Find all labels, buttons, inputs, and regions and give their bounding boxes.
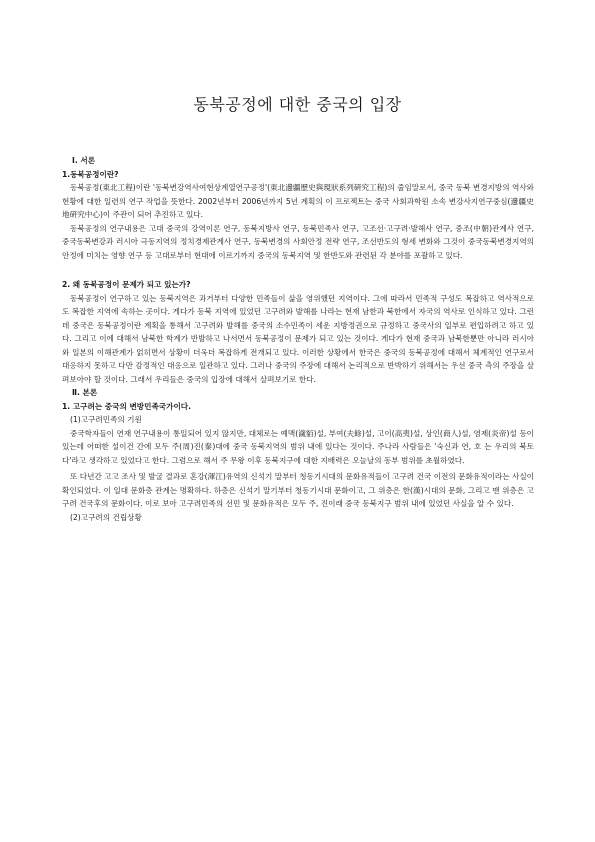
section-heading: Ⅰ. 서론 xyxy=(72,156,96,165)
sub-heading: (1)고구려민족의 기원 xyxy=(70,415,142,424)
paragraph: 동북공정이 연구하고 있는 동북지역은 과거부터 다양한 민족들이 삶을 영위했던 지역이다. 그에 따라서 민족적 구성도 복잡하고 역사적으로도 복잡한 지역에 속하는 곳이다. 게다가 동북 지역에 있었던 고구려와 발해를 나라는 현재 남한과 북한에서 자국의 역사로 인식하고 있다. 그런데 중국은 동북공정이란 계획을 통해서 고구려와 발해를 중국의 소수민족이 세운 지방정권으로 규정하고 중국사의 일부로 편입하려고 하고 있다. 그리고 이에 대해서 남북한 학계가 반발하고 나서면서 동북공정이 문제가 되고 있는 것이다. 게다가 현재 중국과 남북한뿐만 아니라 러시아와 일본의 이해관계가 얽히면서 상황이 더욱더 복잡하게 전개되고 있다. 이러한 상황에서 한국은 중국의 동북공정에 대해서 체계적인 연구로서 대응하지 못하고 다만 감정적인 대응으로 일관하고 있다. 그러나 중국의 주장에 대해서 논리적으로 반박하기 위해서는 우선 중국 측의 주장을 살펴보아야 할 것이다. 그래서 우리들은 중국의 입장에 대해서 살펴보기로 한다. xyxy=(62,293,534,384)
paragraph: 동북공정(東北工程)이란 '동북변강역사여현상계열연구공정'(東北邊疆歷史與現狀系列硏究工程)의 줄임말로서, 중국 동북 변경지방의 역사와 현황에 대한 일련의 연구 작업을 뜻한다. 2002년부터 2006년까지 5년 계획의 이 프로젝트는 중국 사회과학원 소속 변강사지연구중심(邊疆史地硏究中心)이 주관이 되어 추진하고 있다. xyxy=(62,183,534,219)
document-body xyxy=(62,154,534,524)
subsection-heading: 2. 왜 동북공정이 문제가 되고 있는가? xyxy=(62,280,191,289)
sub-heading: (2)고구려의 건립상황 xyxy=(70,512,142,522)
subsection-heading: 1. 고구려는 중국의 변방민족국가이다. xyxy=(62,401,192,411)
page-title: 동북공정에 대한 중국의 입장 xyxy=(193,95,402,114)
paragraph: 중국학자들이 연재 연구내용이 통일되어 있지 않지만, 대체로는 예맥(濊貊)설, 부여(夫餘)설, 고이(高夷)설, 상인(商人)설, 염제(炎帝)설 등이 있는데 어떠한 설이건 간에 모두 주(周)진(秦)대에 중국 동북지역의 범위 내에 있다는 것이다. 주나라 사람들은 '숙신과 연, 호 는 우리의 북토다'라고 생각하고 있었다고 한다. 그럼으로 해서 주 무왕 이후 동북지구에 대한 지배력은 오늘날의 동부 범위를 초월하였다. xyxy=(62,428,534,465)
section-heading: Ⅱ. 본론 xyxy=(72,388,98,397)
spacer xyxy=(62,262,534,278)
subsection-heading: 1.동북공정이란? xyxy=(62,169,119,179)
paragraph: 동북공정의 연구내용은 고대 중국의 강역이론 연구, 동북지방사 연구, 동북민족사 연구, 고조선·고구려·발해사 연구, 중조(中朝)관계사 연구, 중국동북변강과 러시아 극동지역의 정치경제관계사 연구, 동북변경의 사회안정 전략 연구, 조선반도의 형세 변화와 그것이 중국동북변경지역의 안정에 미치는 영향 연구 등 고대로부터 현대에 이르기까지 중국의 동북지역 및 한반도와 관련된 각 분야를 포괄하고 있다. xyxy=(62,223,534,260)
paragraph: 또 다년간 고고 조사 및 발굴 결과로 혼강(渾江)유역의 신석기 말부터 청동기시대의 문화유적들이 고구려 건국 이전의 문화유적이라는 사실이 확인되었다. 이 일대 문화층 관계는 명확하다. 하층은 신석기 말기부터 청동기시대 문화이고, 그 위층은 한(漢)시대의 문화, 그리고 맨 위층은 고구려 건국후의 문화이다. 이로 보아 고구려민족의 선민 및 문화유적은 모두 주, 진이래 중국 동북지구 범위 내에 있었던 사실을 알 수 있다. xyxy=(62,472,534,508)
